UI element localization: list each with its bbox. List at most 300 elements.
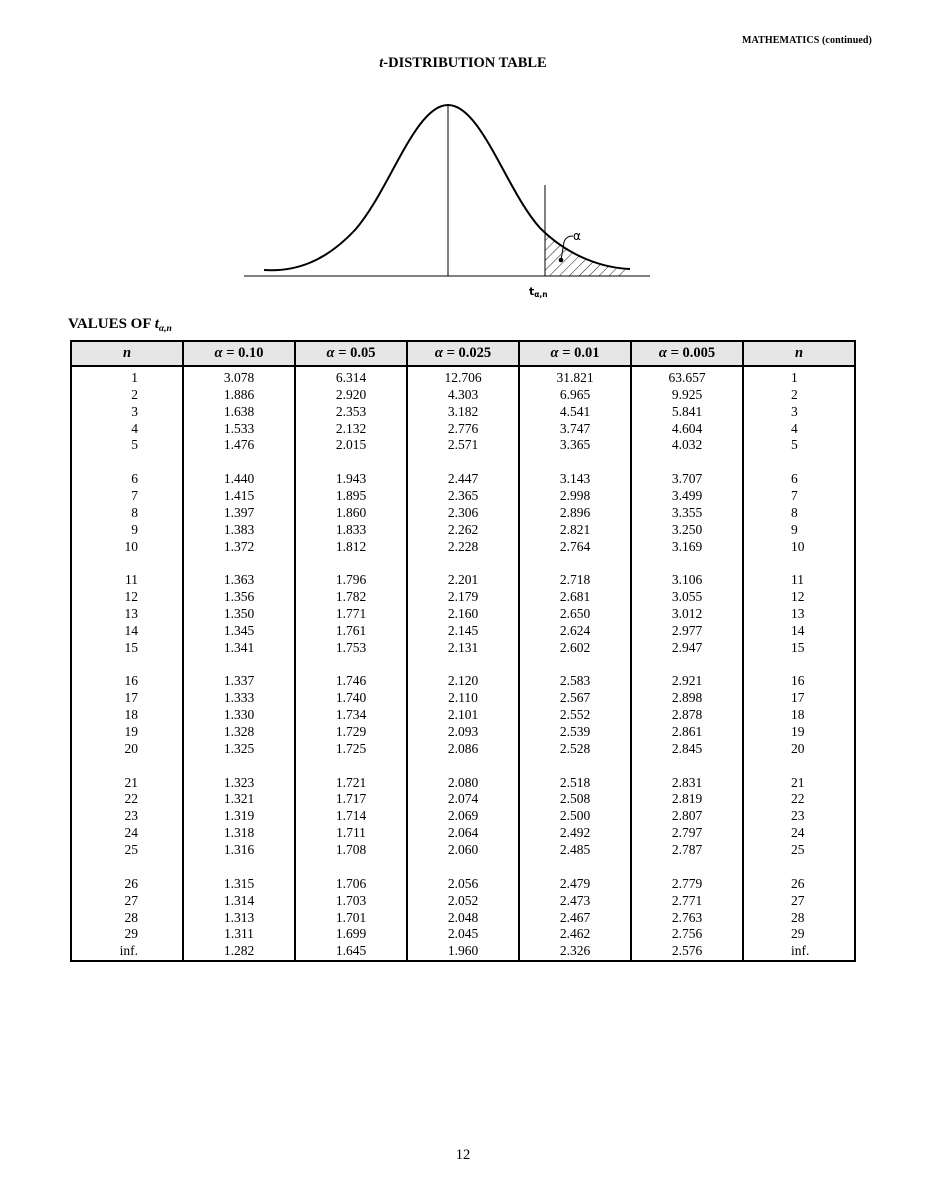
table-row [71, 808, 855, 825]
critical-value-cell: 2.365 [407, 488, 519, 505]
critical-value-cell: 1.363 [183, 572, 295, 589]
critical-value-cell: 1.383 [183, 522, 295, 539]
spacer-cell [71, 555, 183, 572]
critical-value-cell: 2.080 [407, 775, 519, 792]
critical-value-cell: 3.250 [631, 522, 743, 539]
table-row [71, 791, 855, 808]
degrees-of-freedom-cell: 28 [743, 910, 855, 927]
degrees-of-freedom-cell: 13 [71, 606, 183, 623]
page-title [0, 55, 926, 72]
critical-value-cell: 2.492 [519, 825, 631, 842]
critical-value-cell: 3.012 [631, 606, 743, 623]
table-row [71, 471, 855, 488]
critical-value-cell: 2.771 [631, 893, 743, 910]
spacer-cell [295, 758, 407, 775]
critical-value-cell: 1.645 [295, 943, 407, 961]
spacer-cell [519, 657, 631, 674]
values-of-t-label [68, 316, 172, 334]
critical-value-cell: 1.708 [295, 842, 407, 859]
degrees-of-freedom-cell: 22 [71, 791, 183, 808]
critical-value-cell: 1.350 [183, 606, 295, 623]
degrees-of-freedom-cell: 17 [71, 690, 183, 707]
degrees-of-freedom-cell: 21 [71, 775, 183, 792]
critical-value-cell: 1.372 [183, 539, 295, 556]
critical-value-cell: 2.539 [519, 724, 631, 741]
t-critical-label [529, 285, 548, 299]
degrees-of-freedom-cell: inf. [743, 943, 855, 961]
table-row [71, 589, 855, 606]
critical-value-cell: 4.541 [519, 404, 631, 421]
critical-value-cell: 1.415 [183, 488, 295, 505]
critical-value-cell: 2.528 [519, 741, 631, 758]
critical-value-cell: 1.711 [295, 825, 407, 842]
critical-value-cell: 1.328 [183, 724, 295, 741]
critical-value-cell: 2.326 [519, 943, 631, 961]
table-row [71, 893, 855, 910]
degrees-of-freedom-cell: 14 [743, 623, 855, 640]
critical-value-cell: 63.657 [631, 366, 743, 387]
page-number: 12 [455, 1147, 471, 1163]
t-critical-subscript: α,n [534, 290, 548, 299]
spacer-cell [407, 758, 519, 775]
critical-value-cell: 1.721 [295, 775, 407, 792]
degrees-of-freedom-cell: 5 [71, 437, 183, 454]
critical-value-cell: 1.895 [295, 488, 407, 505]
critical-value-cell: 2.069 [407, 808, 519, 825]
bell-curve [264, 105, 630, 270]
degrees-of-freedom-cell: 8 [71, 505, 183, 522]
critical-value-cell: 2.056 [407, 876, 519, 893]
degrees-of-freedom-cell: 1 [71, 366, 183, 387]
group-spacer-row [71, 454, 855, 471]
degrees-of-freedom-cell: 10 [743, 539, 855, 556]
critical-value-cell: 2.718 [519, 572, 631, 589]
degrees-of-freedom-cell: 8 [743, 505, 855, 522]
critical-value-cell: 2.132 [295, 421, 407, 438]
column-header-text: = 0.025 [442, 345, 492, 361]
degrees-of-freedom-cell: 6 [743, 471, 855, 488]
spacer-cell [295, 859, 407, 876]
critical-value-cell: 1.282 [183, 943, 295, 961]
degrees-of-freedom-cell: 27 [71, 893, 183, 910]
alpha-symbol: α [434, 345, 443, 361]
critical-value-cell: 2.101 [407, 707, 519, 724]
critical-value-cell: 2.756 [631, 926, 743, 943]
alpha-symbol: α [326, 345, 335, 361]
degrees-of-freedom-cell: 4 [743, 421, 855, 438]
degrees-of-freedom-cell: 15 [71, 640, 183, 657]
values-subscript: α,n [158, 324, 172, 334]
critical-value-cell: 2.160 [407, 606, 519, 623]
critical-value-cell: 3.747 [519, 421, 631, 438]
spacer-cell [183, 454, 295, 471]
critical-value-cell: 2.110 [407, 690, 519, 707]
degrees-of-freedom-cell: 16 [71, 673, 183, 690]
critical-value-cell: 2.552 [519, 707, 631, 724]
spacer-cell [407, 859, 519, 876]
spacer-cell [183, 555, 295, 572]
running-header: MATHEMATICS (continued) [742, 35, 872, 46]
table-row [71, 724, 855, 741]
critical-value-cell: 3.365 [519, 437, 631, 454]
table-row [71, 404, 855, 421]
table-header [71, 341, 855, 366]
critical-value-cell: 1.761 [295, 623, 407, 640]
group-spacer-row [71, 657, 855, 674]
critical-value-cell: 2.779 [631, 876, 743, 893]
table-row [71, 387, 855, 404]
group-spacer-row [71, 859, 855, 876]
spacer-cell [295, 555, 407, 572]
column-header [295, 341, 407, 366]
critical-value-cell: 3.106 [631, 572, 743, 589]
degrees-of-freedom-cell: 17 [743, 690, 855, 707]
values-prefix: VALUES OF [68, 316, 155, 332]
critical-value-cell: 1.316 [183, 842, 295, 859]
degrees-of-freedom-cell: 19 [71, 724, 183, 741]
spacer-cell [407, 555, 519, 572]
critical-value-cell: 1.323 [183, 775, 295, 792]
critical-value-cell: 2.045 [407, 926, 519, 943]
critical-value-cell: 1.943 [295, 471, 407, 488]
critical-value-cell: 1.729 [295, 724, 407, 741]
critical-value-cell: 2.015 [295, 437, 407, 454]
critical-value-cell: 2.787 [631, 842, 743, 859]
title-t-letter: t [379, 55, 384, 71]
degrees-of-freedom-cell: 29 [71, 926, 183, 943]
spacer-cell [743, 555, 855, 572]
column-header-text: = 0.05 [334, 345, 376, 361]
critical-value-cell: 2.845 [631, 741, 743, 758]
degrees-of-freedom-cell: 12 [71, 589, 183, 606]
critical-value-cell: 2.776 [407, 421, 519, 438]
critical-value-cell: 3.078 [183, 366, 295, 387]
critical-value-cell: 2.462 [519, 926, 631, 943]
degrees-of-freedom-cell: inf. [71, 943, 183, 961]
critical-value-cell: 2.518 [519, 775, 631, 792]
degrees-of-freedom-cell: 27 [743, 893, 855, 910]
table-row [71, 539, 855, 556]
alpha-label: α [573, 229, 581, 243]
critical-value-cell: 2.479 [519, 876, 631, 893]
critical-value-cell: 12.706 [407, 366, 519, 387]
table-row [71, 741, 855, 758]
degrees-of-freedom-cell: 9 [71, 522, 183, 539]
degrees-of-freedom-cell: 2 [71, 387, 183, 404]
critical-value-cell: 1.734 [295, 707, 407, 724]
critical-value-cell: 2.064 [407, 825, 519, 842]
spacer-cell [71, 657, 183, 674]
critical-value-cell: 4.032 [631, 437, 743, 454]
table-row [71, 707, 855, 724]
critical-value-cell: 2.583 [519, 673, 631, 690]
table-row [71, 505, 855, 522]
group-spacer-row [71, 758, 855, 775]
critical-value-cell: 1.476 [183, 437, 295, 454]
table-row [71, 842, 855, 859]
table-row [71, 488, 855, 505]
column-header [631, 341, 743, 366]
degrees-of-freedom-cell: 29 [743, 926, 855, 943]
spacer-cell [71, 758, 183, 775]
tail-shaded-area [545, 233, 628, 276]
critical-value-cell: 31.821 [519, 366, 631, 387]
spacer-cell [519, 454, 631, 471]
degrees-of-freedom-cell: 23 [743, 808, 855, 825]
table-row [71, 640, 855, 657]
spacer-cell [743, 758, 855, 775]
degrees-of-freedom-cell: 14 [71, 623, 183, 640]
critical-value-cell: 3.055 [631, 589, 743, 606]
critical-value-cell: 2.624 [519, 623, 631, 640]
critical-value-cell: 2.306 [407, 505, 519, 522]
degrees-of-freedom-cell: 9 [743, 522, 855, 539]
critical-value-cell: 2.500 [519, 808, 631, 825]
critical-value-cell: 1.397 [183, 505, 295, 522]
spacer-cell [519, 859, 631, 876]
column-header [71, 341, 183, 366]
critical-value-cell: 2.567 [519, 690, 631, 707]
degrees-of-freedom-cell: 2 [743, 387, 855, 404]
critical-value-cell: 1.440 [183, 471, 295, 488]
critical-value-cell: 6.314 [295, 366, 407, 387]
spacer-cell [631, 657, 743, 674]
column-header-text: n [794, 345, 804, 361]
critical-value-cell: 3.182 [407, 404, 519, 421]
degrees-of-freedom-cell: 24 [71, 825, 183, 842]
critical-value-cell: 1.782 [295, 589, 407, 606]
table-row [71, 421, 855, 438]
critical-value-cell: 6.965 [519, 387, 631, 404]
critical-value-cell: 1.796 [295, 572, 407, 589]
critical-value-cell: 1.833 [295, 522, 407, 539]
critical-value-cell: 2.201 [407, 572, 519, 589]
critical-value-cell: 2.977 [631, 623, 743, 640]
critical-value-cell: 1.714 [295, 808, 407, 825]
spacer-cell [631, 555, 743, 572]
critical-value-cell: 3.143 [519, 471, 631, 488]
critical-value-cell: 2.120 [407, 673, 519, 690]
degrees-of-freedom-cell: 3 [71, 404, 183, 421]
critical-value-cell: 2.508 [519, 791, 631, 808]
degrees-of-freedom-cell: 6 [71, 471, 183, 488]
alpha-symbol: α [214, 345, 223, 361]
table-row [71, 910, 855, 927]
critical-value-cell: 1.345 [183, 623, 295, 640]
critical-value-cell: 1.314 [183, 893, 295, 910]
critical-value-cell: 1.701 [295, 910, 407, 927]
degrees-of-freedom-cell: 13 [743, 606, 855, 623]
degrees-of-freedom-cell: 11 [71, 572, 183, 589]
critical-value-cell: 2.821 [519, 522, 631, 539]
critical-value-cell: 1.325 [183, 741, 295, 758]
critical-value-cell: 2.074 [407, 791, 519, 808]
degrees-of-freedom-cell: 15 [743, 640, 855, 657]
critical-value-cell: 1.337 [183, 673, 295, 690]
critical-value-cell: 3.355 [631, 505, 743, 522]
column-header [519, 341, 631, 366]
table-row [71, 572, 855, 589]
critical-value-cell: 1.333 [183, 690, 295, 707]
degrees-of-freedom-cell: 25 [743, 842, 855, 859]
critical-value-cell: 1.321 [183, 791, 295, 808]
critical-value-cell: 2.807 [631, 808, 743, 825]
degrees-of-freedom-cell: 25 [71, 842, 183, 859]
table-row [71, 522, 855, 539]
spacer-cell [71, 454, 183, 471]
critical-value-cell: 2.060 [407, 842, 519, 859]
degrees-of-freedom-cell: 20 [743, 741, 855, 758]
degrees-of-freedom-cell: 24 [743, 825, 855, 842]
spacer-cell [519, 758, 631, 775]
critical-value-cell: 1.753 [295, 640, 407, 657]
critical-value-cell: 2.898 [631, 690, 743, 707]
degrees-of-freedom-cell: 7 [743, 488, 855, 505]
table-header-row [71, 341, 855, 366]
critical-value-cell: 2.878 [631, 707, 743, 724]
table-row [71, 366, 855, 387]
table-row [71, 825, 855, 842]
critical-value-cell: 2.831 [631, 775, 743, 792]
critical-value-cell: 2.998 [519, 488, 631, 505]
values-t-letter: t [154, 316, 159, 332]
spacer-cell [183, 657, 295, 674]
critical-value-cell: 2.048 [407, 910, 519, 927]
column-header-text: = 0.01 [558, 345, 600, 361]
group-spacer-row [71, 555, 855, 572]
column-header [743, 341, 855, 366]
critical-value-cell: 2.262 [407, 522, 519, 539]
t-critical-letter: t [529, 285, 535, 298]
critical-value-cell: 2.131 [407, 640, 519, 657]
critical-value-cell: 2.093 [407, 724, 519, 741]
critical-value-cell: 1.638 [183, 404, 295, 421]
spacer-cell [407, 454, 519, 471]
spacer-cell [743, 657, 855, 674]
critical-value-cell: 1.703 [295, 893, 407, 910]
critical-value-cell: 1.740 [295, 690, 407, 707]
spacer-cell [743, 859, 855, 876]
degrees-of-freedom-cell: 5 [743, 437, 855, 454]
table-row [71, 926, 855, 943]
critical-value-cell: 2.353 [295, 404, 407, 421]
critical-value-cell: 3.707 [631, 471, 743, 488]
column-header [183, 341, 295, 366]
degrees-of-freedom-cell: 26 [71, 876, 183, 893]
spacer-cell [295, 454, 407, 471]
critical-value-cell: 2.861 [631, 724, 743, 741]
title-text: -DISTRIBUTION TABLE [383, 55, 547, 71]
spacer-cell [743, 454, 855, 471]
table-row [71, 623, 855, 640]
critical-value-cell: 2.764 [519, 539, 631, 556]
critical-value-cell: 1.886 [183, 387, 295, 404]
critical-value-cell: 4.604 [631, 421, 743, 438]
critical-value-cell: 2.681 [519, 589, 631, 606]
critical-value-cell: 1.330 [183, 707, 295, 724]
degrees-of-freedom-cell: 11 [743, 572, 855, 589]
spacer-cell [407, 657, 519, 674]
degrees-of-freedom-cell: 18 [71, 707, 183, 724]
t-distribution-curve-diagram [240, 90, 660, 310]
alpha-pointer-dot [559, 258, 564, 263]
critical-value-cell: 2.896 [519, 505, 631, 522]
critical-value-cell: 1.533 [183, 421, 295, 438]
critical-value-cell: 1.717 [295, 791, 407, 808]
t-distribution-table [70, 340, 856, 962]
critical-value-cell: 2.650 [519, 606, 631, 623]
degrees-of-freedom-cell: 16 [743, 673, 855, 690]
critical-value-cell: 2.921 [631, 673, 743, 690]
critical-value-cell: 2.602 [519, 640, 631, 657]
table-row [71, 775, 855, 792]
spacer-cell [295, 657, 407, 674]
critical-value-cell: 1.319 [183, 808, 295, 825]
critical-value-cell: 3.169 [631, 539, 743, 556]
degrees-of-freedom-cell: 20 [71, 741, 183, 758]
alpha-symbol: α [550, 345, 559, 361]
column-header [407, 341, 519, 366]
critical-value-cell: 1.706 [295, 876, 407, 893]
critical-value-cell: 1.699 [295, 926, 407, 943]
column-header-text: n [122, 345, 132, 361]
critical-value-cell: 2.571 [407, 437, 519, 454]
critical-value-cell: 3.499 [631, 488, 743, 505]
critical-value-cell: 1.812 [295, 539, 407, 556]
critical-value-cell: 2.467 [519, 910, 631, 927]
critical-value-cell: 5.841 [631, 404, 743, 421]
table-body [71, 366, 855, 961]
critical-value-cell: 1.960 [407, 943, 519, 961]
critical-value-cell: 1.311 [183, 926, 295, 943]
spacer-cell [183, 758, 295, 775]
degrees-of-freedom-cell: 18 [743, 707, 855, 724]
degrees-of-freedom-cell: 4 [71, 421, 183, 438]
critical-value-cell: 2.473 [519, 893, 631, 910]
critical-value-cell: 2.145 [407, 623, 519, 640]
critical-value-cell: 1.313 [183, 910, 295, 927]
critical-value-cell: 1.356 [183, 589, 295, 606]
degrees-of-freedom-cell: 7 [71, 488, 183, 505]
table-row [71, 876, 855, 893]
spacer-cell [631, 454, 743, 471]
critical-value-cell: 4.303 [407, 387, 519, 404]
critical-value-cell: 2.179 [407, 589, 519, 606]
column-header-text: = 0.005 [666, 345, 716, 361]
table-row [71, 437, 855, 454]
critical-value-cell: 1.725 [295, 741, 407, 758]
critical-value-cell: 2.447 [407, 471, 519, 488]
degrees-of-freedom-cell: 3 [743, 404, 855, 421]
critical-value-cell: 2.920 [295, 387, 407, 404]
critical-value-cell: 1.771 [295, 606, 407, 623]
table-row [71, 690, 855, 707]
critical-value-cell: 1.860 [295, 505, 407, 522]
degrees-of-freedom-cell: 22 [743, 791, 855, 808]
table-row [71, 943, 855, 961]
alpha-symbol: α [658, 345, 667, 361]
critical-value-cell: 2.052 [407, 893, 519, 910]
critical-value-cell: 1.746 [295, 673, 407, 690]
critical-value-cell: 1.315 [183, 876, 295, 893]
degrees-of-freedom-cell: 26 [743, 876, 855, 893]
critical-value-cell: 2.763 [631, 910, 743, 927]
critical-value-cell: 9.925 [631, 387, 743, 404]
critical-value-cell: 2.086 [407, 741, 519, 758]
critical-value-cell: 2.576 [631, 943, 743, 961]
degrees-of-freedom-cell: 28 [71, 910, 183, 927]
spacer-cell [631, 758, 743, 775]
